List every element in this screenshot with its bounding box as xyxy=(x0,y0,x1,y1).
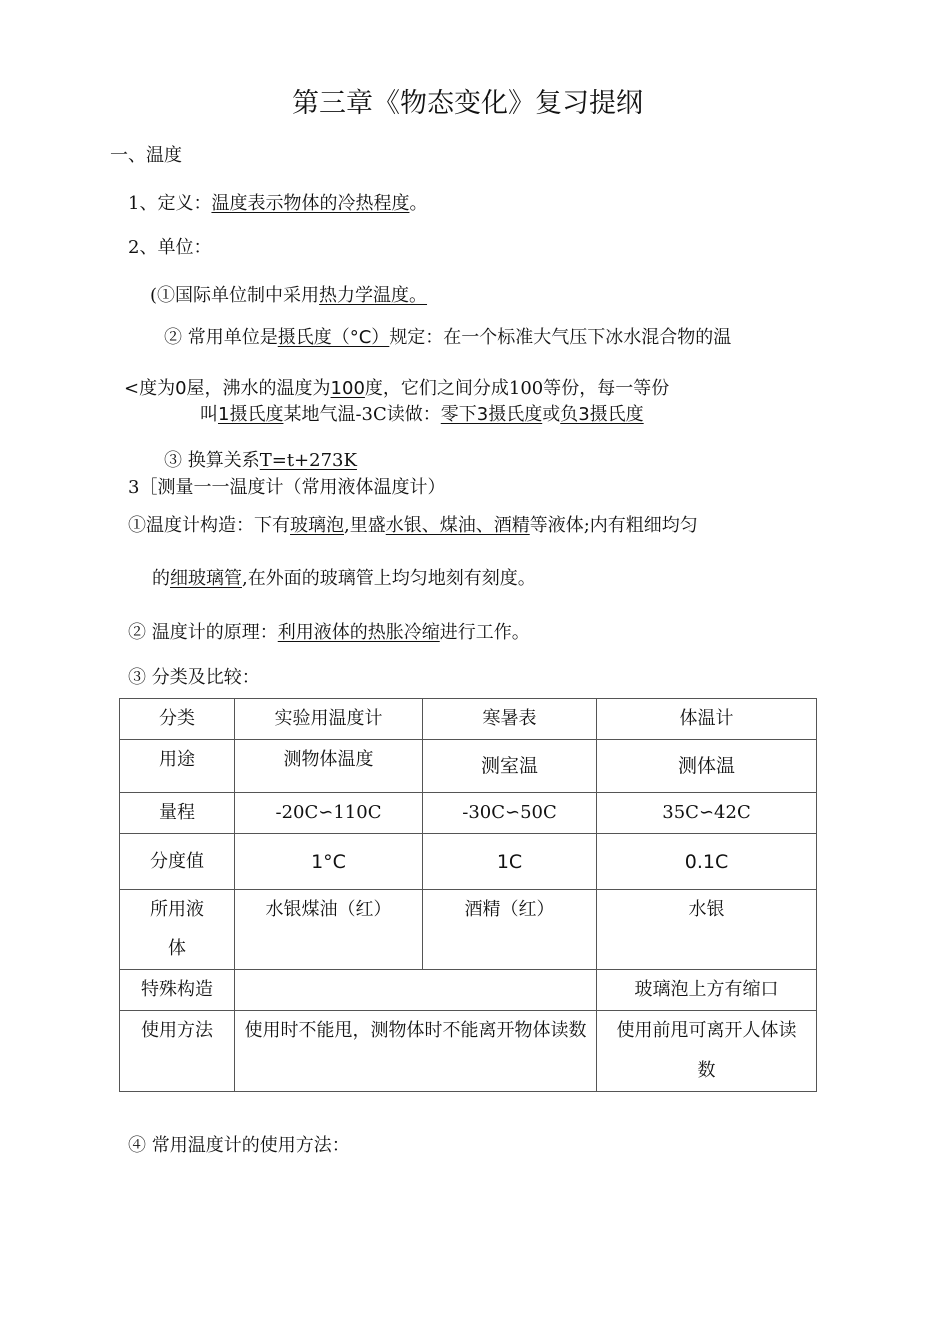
unit-celsius-prefix: ② 常用单位是 xyxy=(164,327,278,348)
table-cell: 水银煤油（红） xyxy=(235,890,423,970)
table-header-cell: 实验用温度计 xyxy=(235,699,423,740)
table-row xyxy=(120,1011,817,1092)
conversion-formula: T=t+273K xyxy=(259,450,357,471)
unit-si-key: 热力学温度。 xyxy=(319,285,428,306)
table-row xyxy=(120,699,817,740)
table-row xyxy=(120,890,817,970)
thermometer-structure-line-2 xyxy=(152,568,536,590)
definition-prefix: 1、定义： xyxy=(128,193,212,214)
table-cell: 测体温 xyxy=(597,740,817,793)
celsius-line3-e: 或 xyxy=(542,404,561,425)
celsius-line2-e: 度，它们之间分成100等份，每一等份 xyxy=(364,378,670,399)
conversion-line xyxy=(164,450,357,472)
unit-heading: 2、单位： xyxy=(128,237,212,258)
table-cell: 1C xyxy=(423,834,597,890)
celsius-line3-c: 某地气温-3C读做： xyxy=(283,404,441,425)
structure-c: ,里盛 xyxy=(344,515,386,536)
table-cell: 使用方法 xyxy=(120,1011,235,1092)
celsius-line3-a: 叫 xyxy=(200,404,218,425)
classification-heading: ③ 分类及比较： xyxy=(128,667,260,688)
table-cell: 特殊构造 xyxy=(120,970,235,1011)
table-header-cell: 寒暑表 xyxy=(423,699,597,740)
thermometer-structure-line xyxy=(128,515,698,537)
table-cell: 量程 xyxy=(120,793,235,834)
table-cell: 所用液体 xyxy=(120,890,235,970)
table-cell: -30C∽50C xyxy=(423,793,597,834)
thermometer-principle-line xyxy=(128,622,530,644)
unit-si-line xyxy=(150,285,427,307)
table-row xyxy=(120,834,817,890)
unit-celsius-key: 摄氏度（°C） xyxy=(277,327,390,348)
table-cell: 酒精（红） xyxy=(423,890,597,970)
definition-key: 温度表示物体的冷热程度 xyxy=(211,193,410,214)
table-cell: 测室温 xyxy=(423,740,597,793)
structure-f: 的 xyxy=(152,568,170,589)
structure-b: 玻璃泡 xyxy=(290,515,344,536)
measurement-heading: 3［测量一一温度计（常用液体温度计） xyxy=(128,477,446,498)
section-heading-temperature: 一、温度 xyxy=(110,145,182,166)
principle-b: 利用液体的热胀冷缩 xyxy=(277,622,440,643)
table-cell: 测物体温度 xyxy=(235,740,423,793)
usage-heading: ④ 常用温度计的使用方法： xyxy=(128,1135,350,1156)
table-row xyxy=(120,970,817,1011)
celsius-line2-a: <度为 xyxy=(124,378,176,399)
celsius-line3-f: 负3摄氏度 xyxy=(560,404,644,425)
unit-celsius-line xyxy=(164,327,731,349)
table-header-cell: 分类 xyxy=(120,699,235,740)
celsius-line2-b: 0 xyxy=(175,378,187,399)
table-cell: 1°C xyxy=(235,834,423,890)
table-cell: 0.1C xyxy=(597,834,817,890)
principle-a: ② 温度计的原理： xyxy=(128,622,278,643)
unit-celsius-rest: 规定：在一个标准大气压下冰水混合物的温 xyxy=(389,327,732,348)
table-cell: 水银 xyxy=(597,890,817,970)
celsius-line3-b: 1摄氏度 xyxy=(218,404,284,425)
table-cell xyxy=(235,970,597,1011)
definition-suffix: 。 xyxy=(409,193,428,214)
structure-a: ①温度计构造：下有 xyxy=(128,515,290,536)
celsius-line2-d: 100 xyxy=(330,378,365,399)
thermometer-comparison-table xyxy=(119,698,817,1092)
table-cell: 玻璃泡上方有缩口 xyxy=(597,970,817,1011)
structure-h: ,在外面的玻璃管上均匀地刻有刻度。 xyxy=(242,568,536,589)
celsius-line3-d: 零下3摄氏度 xyxy=(440,404,543,425)
table-cell: 用途 xyxy=(120,740,235,793)
table-cell: 分度值 xyxy=(120,834,235,890)
table-header-cell: 体温计 xyxy=(597,699,817,740)
celsius-line2-c: 屋，沸水的温度为 xyxy=(186,378,331,399)
table-cell: 使用时不能甩，测物体时不能离开物体读数 xyxy=(235,1011,597,1092)
definition-line xyxy=(128,193,427,215)
table-cell: -20C∽110C xyxy=(235,793,423,834)
table-row xyxy=(120,793,817,834)
structure-d: 水银、煤油、酒精 xyxy=(385,515,530,536)
page-title: 第三章《物态变化》复习提纲 xyxy=(292,88,643,119)
conversion-prefix: ③ 换算关系 xyxy=(164,450,260,471)
table-row xyxy=(120,740,817,793)
structure-e: 等液体;内有粗细均匀 xyxy=(529,515,698,536)
unit-si-prefix: (①国际单位制中采用 xyxy=(150,285,320,306)
table-cell: 使用前甩可离开人体读数 xyxy=(597,1011,817,1092)
structure-g: 细玻璃管 xyxy=(170,568,242,589)
unit-celsius-line-3 xyxy=(200,404,644,426)
table-cell: 35C∽42C xyxy=(597,793,817,834)
unit-celsius-line-2 xyxy=(124,378,669,400)
principle-c: 进行工作。 xyxy=(439,622,530,643)
